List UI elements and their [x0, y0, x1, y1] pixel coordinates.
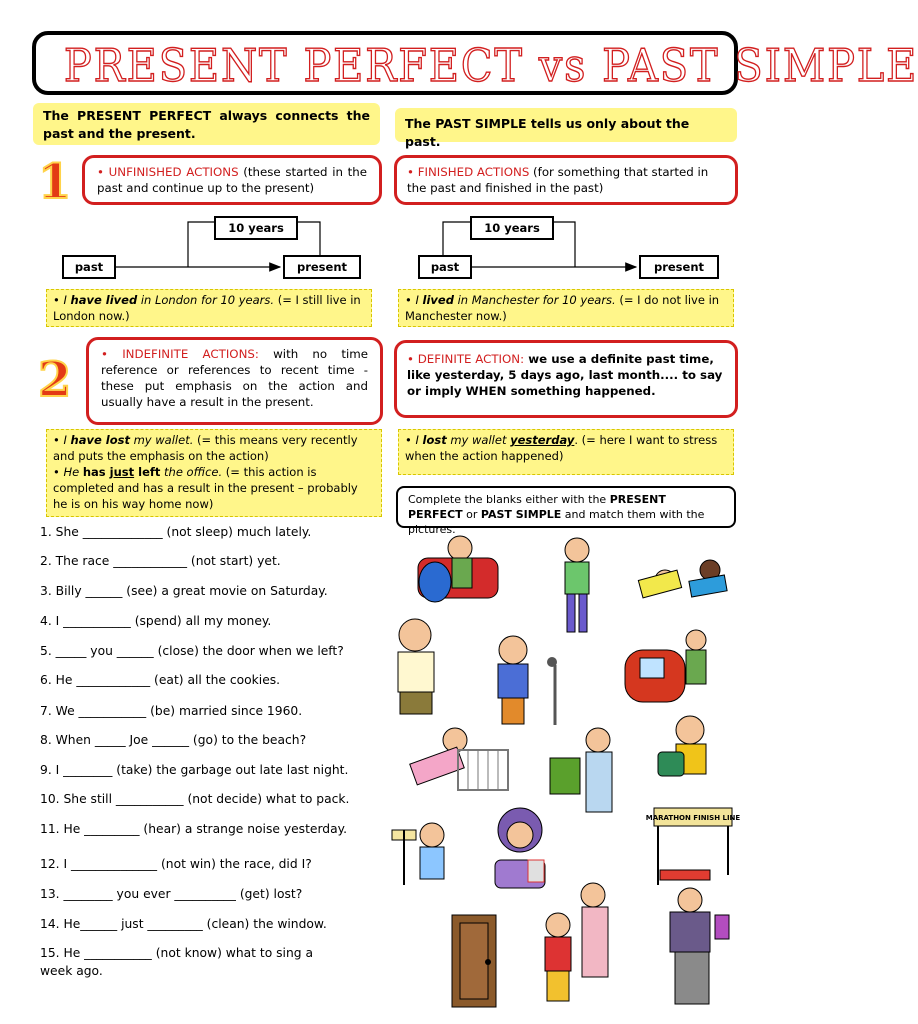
badge-1: 1: [38, 154, 72, 210]
picture-marathon: [646, 808, 741, 885]
picture-packing: [670, 888, 729, 1004]
exercise-item: 7. We ___________ (be) married since 1960.: [40, 704, 303, 718]
exercise-item: 11. He _________ (hear) a strange noise yesterday.: [40, 822, 348, 836]
picture-lost-man: [392, 823, 444, 885]
exercise-item: week ago.: [40, 964, 103, 978]
picture-thinking-man: [565, 538, 589, 632]
example-past-simple-2: • I lost my wallet yesterday. (= here I want to stress when the action happened): [398, 429, 734, 475]
picture-singer: [498, 636, 557, 725]
picture-couple: [545, 883, 608, 1001]
picture-moviegoer: [495, 808, 545, 888]
indefinite-actions-text: with no time reference or references to recent time - these put emphasis on the action and usually have a result in the present.: [101, 347, 369, 409]
unfinished-actions-box: [82, 155, 382, 205]
picture-car-wash: [625, 630, 706, 702]
present-perfect-intro: The PRESENT PERFECT always connects the past and the present.: [33, 103, 380, 145]
definite-action-box: [394, 340, 738, 418]
example-present-perfect-2: • I have lost my wallet. (= this means very recently and puts the emphasis on the action) • He has just left the office. (= this action is completed and has a result in the present – probably he is on his way home now): [46, 429, 382, 517]
title-box: [32, 31, 918, 95]
finished-actions-text: (for something that started in the past and finished in the past): [407, 165, 709, 195]
picture-garbage: [550, 728, 612, 812]
duration-box-left: 10 years: [214, 216, 298, 240]
picture-empty-pockets: [398, 619, 434, 714]
unfinished-actions-heading: • UNFINISHED ACTIONS: [97, 165, 239, 179]
picture-door: [452, 915, 496, 1007]
picture-runners: [638, 560, 727, 598]
past-box-left: past: [62, 255, 116, 279]
present-box-left: present: [283, 255, 361, 279]
exercise-item: 4. I ___________ (spend) all my money.: [40, 614, 272, 628]
exercise-item: 15. He ___________ (not know) what to sing a: [40, 946, 314, 960]
picture-wallet-man: [418, 536, 498, 602]
finished-actions-heading: • FINISHED ACTIONS: [407, 165, 530, 179]
example-present-perfect-1: • I have lived in London for 10 years. (= I still live in London now.): [46, 289, 372, 327]
exercise-item: 12. I ______________ (not win) the race, did I?: [40, 857, 312, 871]
instructions-box: Complete the blanks either with the PRESENT PERFECT or PAST SIMPLE and match them with the pictures.: [396, 486, 736, 528]
exercise-item: 14. He______ just _________ (clean) the window.: [40, 917, 327, 931]
exercise-item: 5. _____ you ______ (close) the door when we left?: [40, 644, 344, 658]
example-past-simple-1: • I lived in Manchester for 10 years. (= I do not live in Manchester now.): [398, 289, 734, 327]
indefinite-actions-box: [86, 337, 383, 425]
picture-cookie-jar: [658, 716, 706, 776]
page-title: PRESENT PERFECT vs PAST SIMPLE: [63, 39, 918, 92]
past-simple-intro: The PAST SIMPLE tells us only about the past.: [395, 108, 737, 142]
exercise-item: 13. ________ you ever __________ (get) lost?: [40, 887, 303, 901]
cartoon-pictures: [390, 530, 750, 1015]
exercise-item: 10. She still ___________ (not decide) what to pack.: [40, 792, 350, 806]
picture-crib: [410, 728, 508, 790]
exercise-item: 9. I ________ (take) the garbage out late last night.: [40, 763, 349, 777]
duration-box-right: 10 years: [470, 216, 554, 240]
finished-actions-box: [394, 155, 738, 205]
exercise-item: 6. He ____________ (eat) all the cookies.: [40, 673, 281, 687]
marathon-banner-text: MARATHON FINISH LINE: [645, 814, 741, 822]
exercise-item: 1. She _____________ (not sleep) much lately.: [40, 525, 312, 539]
exercise-item: 3. Billy ______ (see) a great movie on Saturday.: [40, 584, 328, 598]
exercise-item: 8. When _____ Joe ______ (go) to the beach?: [40, 733, 307, 747]
past-box-right: past: [418, 255, 472, 279]
definite-action-heading: • DEFINITE ACTION:: [407, 352, 525, 366]
unfinished-actions-text: (these started in the past and continue up to the present): [97, 165, 367, 195]
present-box-right: present: [639, 255, 719, 279]
definite-action-text: we use a definite past time, like yesterday, 5 days ago, last month.... to say or imply WHEN something happened.: [407, 352, 723, 398]
badge-2: 2: [38, 352, 72, 408]
exercise-item: 2. The race ____________ (not start) yet.: [40, 554, 281, 568]
indefinite-actions-heading: • INDEFINITE ACTIONS:: [101, 347, 259, 361]
